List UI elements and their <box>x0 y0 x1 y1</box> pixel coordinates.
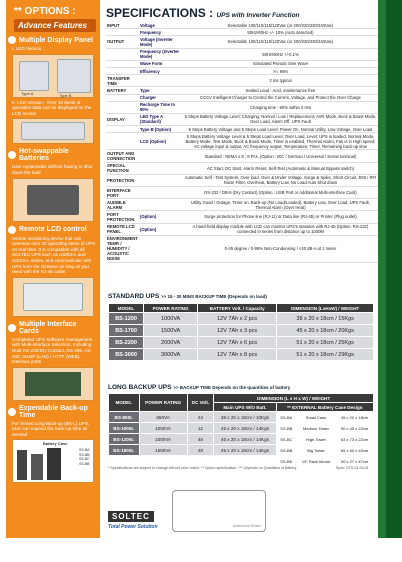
led-version-text: I. LED Version : <box>12 46 44 51</box>
spec-sub: LCD (Option) <box>139 133 183 150</box>
spec-val: 2 ms typical <box>183 75 378 87</box>
footnotes: * Specifications are subject to change without prior notice. ** Option specification. *** Depends on Quantities of Battery <box>108 466 297 470</box>
long-cell: 63 x 73 x 22cm <box>336 434 373 444</box>
spec-cat: PROTECTION <box>106 174 139 186</box>
long-cell: 50 x 27 x 47cm <box>336 456 373 466</box>
long-cell: Medium Tower <box>297 423 335 433</box>
empty-cell <box>188 456 213 466</box>
table-row <box>109 412 373 422</box>
std-cell: BS-2200 <box>109 337 143 348</box>
long-cell: 650VA <box>140 412 187 422</box>
long-cell: High Tower <box>297 434 335 444</box>
std-cell: 12V 7Ah x 2 pcs <box>198 313 276 324</box>
spec-val: 5 Steps Battery Voltage Level & 5 Steps Load Level; Over Load, Level; UPS is loaded, Normal Mode, Battery Mode, Test Mode, Buck & Boost Mode, Timer is enabled, Thermal Alarm, Fan is in High speed; AC voltage input & output, AC frequency output, Temperature, Timer, Remaining back-up time <box>183 133 378 150</box>
std-cell: 51 x 20 x 18cm / 25Kgs <box>277 337 373 348</box>
spec-row <box>106 60 378 67</box>
spec-val: RS-232 / DB-9 (Dry Contact) (Option : USB Port or Additional Multi-interface Card) <box>183 187 378 199</box>
long-cell: 48 <box>188 434 213 444</box>
spec-val: AC Start, DC Start, Alarm Reset, Self-Test (Automatic & Manual Bypass switch) <box>183 162 378 174</box>
spec-row <box>106 113 378 125</box>
std-cell: BS-3000 <box>109 349 143 360</box>
expandable-text: For Series Long Back-up (BS-L) UPS, user can expand the back-up time as needed <box>12 420 90 437</box>
page-title: SPECIFICATIONS : UPS with Inverter Function <box>106 6 300 20</box>
green-stripe-dark <box>386 0 402 538</box>
spec-row <box>106 67 378 74</box>
std-cell: BS-1200 <box>109 313 143 324</box>
long-cell: 45 x 20 x 18cm <box>336 412 373 422</box>
table-row <box>109 349 373 360</box>
led-panel-type-a-image <box>19 61 49 91</box>
long-cell: 48 <box>188 445 213 455</box>
spec-row <box>106 211 378 223</box>
std-cell: BS-1700 <box>109 325 143 336</box>
bullet-icon <box>8 151 16 159</box>
soltec-logo: SOLTEC <box>108 511 154 522</box>
spec-row <box>106 94 378 101</box>
empty-cell <box>214 456 276 466</box>
long-cell: 12 <box>188 423 213 433</box>
spec-sub: Wave Form <box>139 60 183 67</box>
spec-sub <box>139 162 183 174</box>
spec-val: Simulated Pseudo Sine Wave <box>183 60 378 67</box>
spec-cat: DISPLAY <box>106 113 139 125</box>
long-cell: Small Case <box>297 412 335 422</box>
long-cell: 1500VA <box>140 445 187 455</box>
spec-row <box>106 199 378 211</box>
spec-val: Charging time : 90% within 2 Hrs <box>183 101 378 113</box>
spec-cat <box>106 126 139 133</box>
spec-cat: OUTPUT AND CONNECTION <box>106 150 139 162</box>
spec-row <box>106 133 378 150</box>
spec-row <box>106 101 378 113</box>
standard-ups-table <box>108 303 374 361</box>
empty-cell <box>109 456 139 466</box>
spec-sub: Type B (Option) <box>139 126 183 133</box>
long-backup-header: LONG BACKUP UPS >> BACKUP TIME Depends on the quantities of battery <box>108 384 291 391</box>
std-cell: 12V 7Ah x 8 pcs <box>198 349 276 360</box>
spec-cat: AUDIBLE ALARM <box>106 199 139 211</box>
spec-val: 50Hz/60Hz +/-0.1% <box>183 48 378 60</box>
std-column-header: POWER RATING <box>144 304 197 312</box>
spec-val: Surge protection for Phone line (RJ-11) or Data line (RJ-45) or Printer (Plug outlet) <box>183 211 378 223</box>
led-panel-type-b-image <box>57 59 91 93</box>
spec-sub: (Option) <box>139 211 183 223</box>
spec-val: CCCV Intelligent Charger to Control the Current, Voltage, and Protect the Over Charge <box>183 94 378 101</box>
long-cell: 1000VA <box>140 423 187 433</box>
empty-cell <box>140 456 187 466</box>
battery-case-image: Battery Case SS-BA SS-BB SS-BC SS-BB <box>12 439 94 483</box>
expandable-heading: Expendable Back-up Time <box>8 405 98 419</box>
table-row <box>109 423 373 433</box>
spec-sub <box>139 150 183 162</box>
table-row <box>109 434 373 444</box>
long-cell: Big Tower <box>297 445 335 455</box>
table-row <box>109 325 373 336</box>
spec-val: 5 Steps Battery Voltage and 5 Steps Load Level; Power On, Normal Utility, Low Voltage, Over Load <box>183 126 378 133</box>
std-cell: 12V 7Ah x 6 pcs <box>198 337 276 348</box>
spec-cat: TRANSFER TIME <box>106 75 139 87</box>
table-row <box>109 313 373 324</box>
long-cell: SS-BA <box>277 412 296 422</box>
spec-table <box>106 22 378 263</box>
spec-cat: ENVIRONMENT TEMP. / HUMIDITY / ACOUSTIC NOISE <box>107 236 138 262</box>
std-column-header: MODEL <box>109 304 143 312</box>
main-content <box>100 0 378 538</box>
hot-swap-image <box>12 178 94 222</box>
hot-swappable-heading: Hot-swappable Batteries <box>8 148 98 162</box>
std-cell: 12V 7Ah x 3 pcs <box>198 325 276 336</box>
std-cell: 1000VA <box>144 313 197 324</box>
type-b-label: Type B <box>59 92 72 98</box>
spec-sub: (Option) <box>139 223 183 235</box>
spec-sub: Voltage (Inverter Mode) <box>139 36 183 48</box>
long-cell: 24 <box>188 412 213 422</box>
green-stripe <box>378 0 386 538</box>
battery-case-label: Battery Case <box>43 441 68 447</box>
interface-cards-image <box>12 367 94 401</box>
lcd-version-text: II. LCD Version : Over 20 items of operation data can be displayed on the LCD screen <box>12 99 92 116</box>
type-a-label: Type A <box>21 90 34 96</box>
spec-row <box>106 235 378 262</box>
spec-row <box>106 75 378 87</box>
std-cell: 3000VA <box>144 349 197 360</box>
multi-interface-text: Completed UPS Software management with Multi-interface Selection, Including Dual RS-232/Dry Contact, RS-485, AS-400, SNMP (LAN) / HTTP (WEB), interface ports <box>12 336 93 365</box>
multi-display-heading: Multiple Display Panel <box>8 36 98 44</box>
spec-row <box>106 48 378 60</box>
spec-cat <box>106 133 139 150</box>
spec-val: Selectable 100/110/115/120Vac (or 200/220/230/240Vac) <box>183 36 378 48</box>
spec-val: A hand-held display module with LCD can monitor UPS's statuses with RJ-45 (Option: RS-232) connected in series from distance up to 1000M <box>183 223 378 235</box>
long-cell: SS-BE <box>277 456 296 466</box>
spec-val: 0-45 degree / 0-95% Non-Condensing / <40 dB-A at 1 meter <box>183 235 378 262</box>
std-column-header: DIMENSION (LxHxW) / WEIGHT <box>277 304 373 312</box>
advance-features-label: Advance Features <box>14 19 96 32</box>
spec-number: Spec. STS-24-04-01 <box>336 466 369 470</box>
spec-row <box>106 150 378 162</box>
remote-lcd-text: remote monitoring device that can overview over 20 operating items of UPS on real time. It is compatible with all SOLTEC UPS such as BS/BS-L and SS/SS-L series, and communicate with UPS from the distance as long as you need with the RJ-45 cable. <box>12 235 96 275</box>
spec-row <box>106 22 378 29</box>
long-cell: SS-BC <box>277 434 296 444</box>
spec-cat: INPUT <box>106 22 139 29</box>
spec-sub: Charger <box>139 94 183 101</box>
spec-cat <box>106 94 139 101</box>
bullet-icon <box>8 408 16 416</box>
spec-cat <box>106 48 139 60</box>
std-cell: 1500VA <box>144 325 197 336</box>
spec-sub: Efficiency <box>139 67 183 74</box>
std-cell: 38 x 20 x 18cm / 15Kgs <box>277 313 373 324</box>
options-title: ** OPTIONS : Advance Features <box>6 0 100 32</box>
spec-row <box>106 126 378 133</box>
spec-val: 50Hz/60Hz +/- 10% (Auto detected) <box>183 29 378 36</box>
bullet-icon <box>8 226 16 234</box>
long-backup-table: MODEL POWER RATING DC Volt. DIMENSION (L x H x W) / WEIGHT Main UPS W/O Batt. ** EXTERNAL Battery Case Design BS-800L 650VA 24 38 x 20 x 18cm / 10Kgs SS-BA Small Case 45 x 20 x 18cm BS-1000L 1000VA 12 45 x 20 x 18cm / 14Kgs SS-BB Medium Tower 50 x 45 x 22cm BS-1200L 1000VA 48 45 x 20 x 18cm / 14Kgs SS-BC High Tower 63 x 73 x 22cm BS-1800L 1500VA 48 45 x 20 x 18cm / 14Kgs SS-BB Big Tower 65 x 60 x 40cm SS-BE 19" Rack Mount 50 x 27 x 47cm <box>108 393 374 467</box>
spec-row <box>106 36 378 48</box>
bullet-icon <box>8 324 16 332</box>
long-cell: 50 x 45 x 22cm <box>336 423 373 433</box>
spec-val: Selectable 100/110/115/120Vac (or 200/220/230/240Vac) <box>183 22 378 29</box>
long-cell: BS-1200L <box>109 434 139 444</box>
spec-sub <box>139 235 183 262</box>
long-cell: BS-1000L <box>109 423 139 433</box>
tagline: Total Power Solution <box>108 524 158 530</box>
stamp-label: Authorized Dealer <box>232 524 261 528</box>
table-row <box>109 445 373 455</box>
spec-cat: REMOTE LCD PANEL <box>106 223 139 235</box>
spec-cat: OUTPUT <box>106 36 139 48</box>
spec-sub: Voltage <box>139 22 183 29</box>
std-column-header: BATTERY Volt. / Capacity <box>198 304 276 312</box>
spec-row <box>106 174 378 186</box>
long-cell: 1000VA <box>140 434 187 444</box>
spec-cat: SPECIAL FUNCTION <box>106 162 139 174</box>
spec-cat <box>106 60 139 67</box>
spec-sub: Type <box>139 87 183 94</box>
spec-val: >/= 98% <box>183 67 378 74</box>
std-cell: 45 x 20 x 18cm / 20Kgs <box>277 325 373 336</box>
spec-val: Sealed Lead - Acid, maintenance free <box>183 87 378 94</box>
spec-row <box>106 162 378 174</box>
spec-cat <box>106 67 139 74</box>
standard-ups-header: STANDARD UPS >> 15 - 30 MINS BACKUP TIME (Depends on load) <box>108 293 267 300</box>
spec-sub: Frequency <box>139 29 183 36</box>
spec-val: Utility Good / Outage, Timer on, Back-up (No Load/Loaded), Battery Low, Over Load, UPS Fault, Thermal Alarm (Over Heat) <box>183 199 378 211</box>
options-sidebar <box>6 0 100 538</box>
hot-swappable-text: User replaceable without having to shut down the load <box>12 164 93 175</box>
std-cell: 51 x 20 x 18cm / 29Kgs <box>277 349 373 360</box>
long-cell: BS-1800L <box>109 445 139 455</box>
spec-row <box>106 187 378 199</box>
spec-row <box>106 29 378 36</box>
long-cell: 38 x 20 x 18cm / 10Kgs <box>214 412 276 422</box>
remote-lcd-heading: Remote LCD control <box>8 226 98 234</box>
spec-sub: LED Type A (Standard) <box>139 113 183 125</box>
remote-lcd-image <box>12 277 94 317</box>
long-cell: BS-800L <box>109 412 139 422</box>
spec-cat: PORT PROTECTION <box>106 211 139 223</box>
spec-val: Standard : NEMA x 6 ; 8 Pcs. (Option : IEC / German / Universal / Screw terminal) <box>183 150 378 162</box>
table-row <box>109 337 373 348</box>
spec-cat: BATTERY <box>106 87 139 94</box>
spec-sub: Recharge Time to 90% <box>139 101 183 113</box>
spec-val: 5 Steps Battery Voltage Level; Charging; Normal / Low / Replacement; AVR Mode, Buck & Boost Mode, Over Load, Alarm Off, UPS Fault <box>184 114 377 125</box>
spec-row <box>106 223 378 235</box>
spec-cat: INTERFACE PORT <box>106 187 139 199</box>
long-cell: 45 x 20 x 18cm / 14Kgs <box>214 434 276 444</box>
led-panel-images <box>12 54 94 98</box>
std-cell: 2000VA <box>144 337 197 348</box>
table-row <box>109 456 373 466</box>
spec-sub: Frequency (Inverter Mode) <box>139 48 183 60</box>
long-cell: SS-BB <box>277 445 296 455</box>
spec-cat <box>106 101 139 113</box>
spec-cat <box>106 29 139 36</box>
spec-sub <box>139 75 183 87</box>
long-cell: 19" Rack Mount <box>297 456 335 466</box>
spec-row <box>106 87 378 94</box>
spec-sub <box>139 174 183 186</box>
spec-sub <box>139 187 183 199</box>
spec-val: Automatic Self - Test System, Over load, Over & Under Voltage, Surge & Spike, Short Circuit, EMI / RFI Noise Filter, Overheat, Battery Low, No Load Auto Shut down <box>184 175 377 186</box>
dealer-stamp-box <box>172 490 266 532</box>
bullet-icon <box>8 36 16 44</box>
long-cell: SS-BB <box>277 423 296 433</box>
multi-interface-heading: Multiple Interface Cards <box>8 321 98 335</box>
long-cell: 65 x 60 x 40cm <box>336 445 373 455</box>
long-cell: 45 x 20 x 18cm / 14Kgs <box>214 445 276 455</box>
spec-sub <box>139 199 183 211</box>
long-cell: 45 x 20 x 18cm / 14Kgs <box>214 423 276 433</box>
lcd-panel-image <box>12 118 94 144</box>
